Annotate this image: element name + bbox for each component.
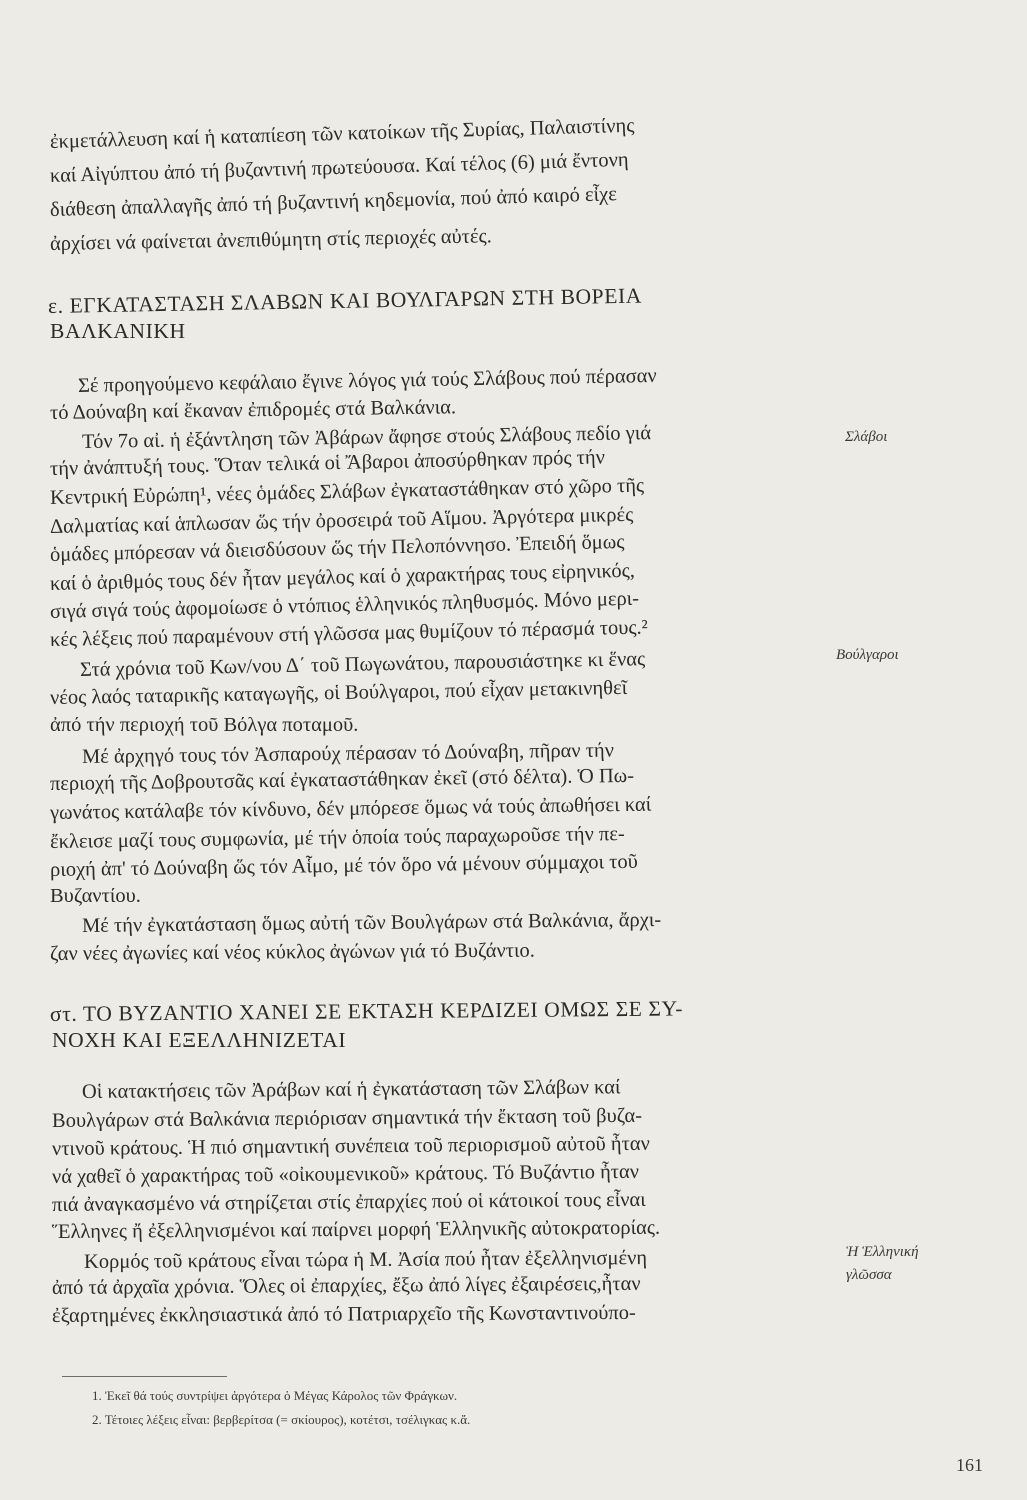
text-line: Κορμός τοῦ κράτους εἶναι τώρα ἡ Μ. Ἀσία πού ἦταν ἐξελληνισμένη [83,1247,648,1273]
text-line: καί ὁ ἀριθμός τους δέν ἦταν μεγάλος καί ὁ χαρακτήρας τους εἰρηνικός, [49,559,636,595]
text-line: Βυζαντίου. [50,885,141,907]
margin-note-slavs: Σλάβοι [845,429,888,445]
text-line: σιγά σιγά τούς ἀφομοίωσε ὁ ντόπιος ἑλληνικός πληθυσμός. Μόνο μερι- [49,587,640,623]
text-line: ἀρχίσει νά φαίνεται ἀνεπιθύμητη στίς περιοχές αὐτές. [49,225,492,255]
text-line: Μέ ἀρχηγό τους τόν Ἀσπαρούχ πέρασαν τό Δούναβη, πῆραν τήν [81,739,615,768]
text-line: Τόν 7ο αἰ. ἡ ἐξάντληση τῶν Ἀβάρων ἄφησε στούς Σλάβους πεδίο γιά [81,422,652,453]
footnote: 1. Ἐκεῖ θά τούς συντρίψει ἀργότερα ὁ Μέγας Κάρολος τῶν Φράγκων. [92,1388,458,1403]
section-heading: ε. ΕΓΚΑΤΑΣΤΑΣΗ ΣΛΑΒΩΝ ΚΑΙ ΒΟΥΛΓΑΡΩΝ ΣΤΗ ΒΟΡΕΙΑ [47,283,643,318]
text-line: νέος λαός ταταρικῆς καταγωγῆς, οἱ Βούλγαροι, πού εἶχαν μετακινηθεῖ [49,676,628,709]
margin-note-greek-language: γλῶσσα [846,1267,892,1283]
margin-note-bulgarians: Βούλγαροι [836,647,899,663]
text-line: γωνάτος κατάλαβε τόν κίνδυνο, δέν μπόρεσε ὅμως νά τούς ἀπωθήσει καί [49,793,652,824]
text-line: Ἕλληνες ἤ ἐξελληνισμένοι καί παίρνει μορφή Ἑλληνικῆς αὐτοκρατορίας. [51,1216,661,1243]
text-line: ἐκμετάλλευση καί ἡ καταπίεση τῶν κατοίκων τῆς Συρίας, Παλαιστίνης [49,114,635,153]
text-line: Στά χρόνια τοῦ Κων/νου Δ΄ τοῦ Πωγωνάτου, παρουσιάστηκε κι ἕνας [79,648,646,681]
text-line: τήν ἀνάπτυξή τους. Ὅταν τελικά οἱ Ἄβαροι ἀποσύρθηκαν πρός τήν [49,446,606,480]
text-line: ὁμάδες μπόρεσαν νά διεισδύσουν ὥς τήν Πελοπόννησο. Ἐπειδή ὅμως [49,530,625,566]
footnote-divider [62,1376,227,1377]
text-line: Βουλγάρων στά Βαλκάνια περιόρισαν σημαντικά τήν ἔκταση τοῦ βυζα- [51,1104,643,1132]
text-line: κές λέξεις πού παραμένουν στή γλῶσσα μας θυμίζουν τό πέρασμά τους.² [49,616,648,651]
page-number: 161 [956,1455,983,1475]
text-line: ἐξαρτημένες ἐκκλησιαστικά ἀπό τό Πατριαρχεῖο τῆς Κωνσταντινούπο- [51,1301,636,1327]
text-line: ἀπό τά ἀρχαῖα χρόνια. Ὅλες οἱ ἐπαρχίες, ἔξω ἀπό λίγες ἐξαιρέσεις,ἦταν [51,1272,641,1299]
text-line: διάθεση ἀπαλλαγῆς ἀπό τή βυζαντινή κηδεμονία, πού ἀπό καιρό εἶχε [49,183,618,221]
text-line: περιοχή τῆς Δοβρουτσᾶς καί ἐγκαταστάθηκαν ἐκεῖ (στό δέλτα). Ὁ Πω- [49,764,635,795]
section-heading: ΝΟΧΗ ΚΑΙ ΕΞΕΛΛΗΝΙΖΕΤΑΙ [52,1028,347,1052]
section-heading: στ. ΤΟ ΒΥΖΑΝΤΙΟ ΧΑΝΕΙ ΣΕ ΕΚΤΑΣΗ ΚΕΡΔΙΖΕΙ ΟΜΩΣ ΣΕ ΣΥ- [49,996,684,1026]
text-line: Κεντρική Εὐρώπη¹, νέες ὁμάδες Σλάβων ἐγκαταστάθηκαν στό χῶρο τῆς [49,474,645,509]
text-line: Σέ προηγούμενο κεφάλαιο ἔγινε λόγος γιά τούς Σλάβους πού πέρασαν [77,364,657,397]
text-line: πιά ἀναγκασμένο νά στηρίζεται στίς ἐπαρχίες πού οἱ κάτοικοί τους εἶναι [51,1188,646,1216]
text-line: Οἱ κατακτήσεις τῶν Ἀράβων καί ἡ ἐγκατάσταση τῶν Σλάβων καί [81,1076,621,1103]
text-line: ἔκλεισε μαζί τους συμφωνία, μέ τήν ὁποία τούς παραχωροῦσε τήν πε- [49,822,625,853]
footnote: 2. Τέτοιες λέξεις εἶναι: βερβερίτσα (= σκίουρος), κοτέτσι, τσέλιγκας κ.ἄ. [92,1412,471,1427]
text-line: ντινοῦ κράτους. Ἡ πιό σημαντική συνέπεια τοῦ περιορισμοῦ αὐτοῦ ἦταν [51,1132,650,1160]
section-heading: ΒΑΛΚΑΝΙΚΗ [50,319,186,343]
text-line: Μέ τήν ἐγκατάσταση ὅμως αὐτή τῶν Βουλγάρων στά Βαλκάνια, ἄρχι- [81,908,662,937]
text-line: ἀπό τήν περιοχή τοῦ Βόλγα ποταμοῦ. [50,714,359,736]
text-line: καί Αἰγύπτου ἀπό τή βυζαντινή πρωτεύουσα. Καί τέλος (6) μιά ἔντονη [49,148,629,187]
text-line: ζαν νέες ἀγωνίες καί νέος κύκλος ἀγώνων γιά τό Βυζάντιο. [49,939,535,965]
text-line: τό Δούναβη καί ἔκαναν ἐπιδρομές στά Βαλκάνια. [49,396,457,424]
text-line: νά χαθεῖ ὁ χαρακτήρας τοῦ «οἰκουμενικοῦ» κράτους. Τό Βυζάντιο ἦταν [51,1160,640,1188]
margin-note-greek-language: Ἡ Ἑλληνική [846,1244,919,1260]
text-line: Δαλματίας καί ἁπλωσαν ὥς τήν ὀροσειρά τοῦ Αἵμου. Ἀργότερα μικρές [49,503,634,538]
text-line: ριοχή ἀπ' τό Δούναβη ὥς τόν Αἷμο, μέ τόν ὅρο νά μένουν σύμμαχοι τοῦ [49,850,638,881]
